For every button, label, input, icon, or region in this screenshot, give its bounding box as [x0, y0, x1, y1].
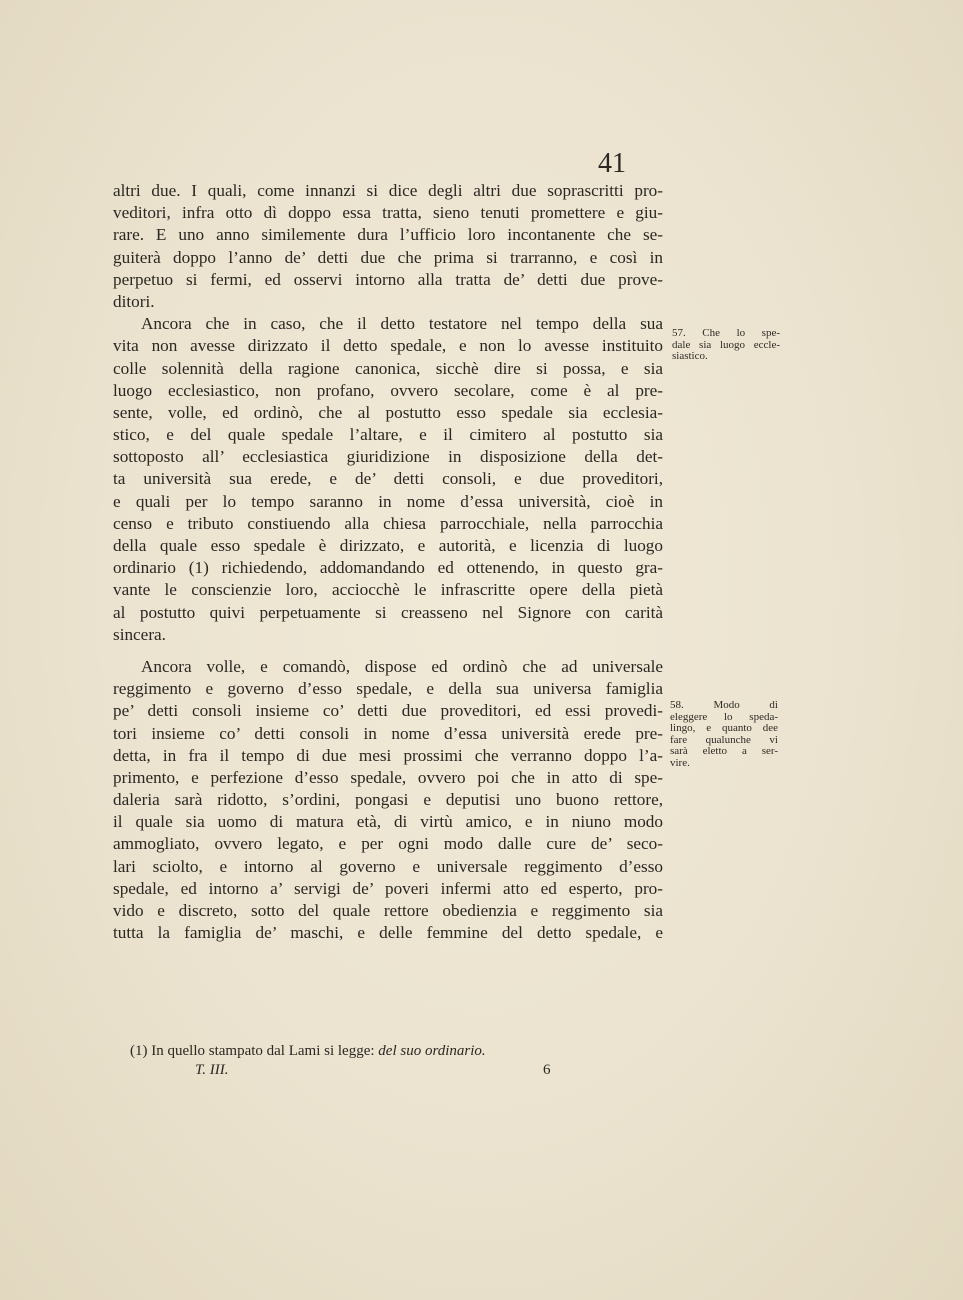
- text-line: della quale esso spedale è dirizzato, e autorità, e licenzia di luogo: [113, 536, 663, 555]
- text-line: vita non avesse dirizzato il detto spedale, e non lo avesse instituito: [113, 336, 663, 356]
- text-line: sente, volle, ed ordinò, che al postutto esso spedale sia ecclesia-: [113, 402, 663, 422]
- marginal-note-57: [672, 328, 780, 363]
- text-line: censo e tributo constiuendo alla chiesa parrocchiale, nella parrocchia: [113, 513, 663, 533]
- volume-signature: T. III.: [195, 1062, 229, 1078]
- text-line: Ancora volle, e comandò, dispose ed ordinò che ad universale: [141, 656, 663, 676]
- footnote-text: In quello stampato dal Lami si legge:: [151, 1043, 375, 1059]
- text-line: sottoposto all’ ecclesiastica giuridizione in disposizione della det-: [113, 447, 663, 467]
- text-line: ordinario (1) richiedendo, addomandando ed ottenendo, in questo gra-: [113, 558, 663, 578]
- footnote-marker: (1): [130, 1043, 148, 1059]
- page-number: 41: [598, 148, 626, 179]
- text-line: colle solennità della ragione canonica, sicchè dire si possa, e sia: [113, 358, 663, 378]
- text-line: Ancora che in caso, che il detto testatore nel tempo della sua: [141, 314, 663, 334]
- text-line: reggimento e governo d’esso spedale, e della sua universa famiglia: [113, 679, 663, 699]
- text-line: primento, e perfezione d’esso spedale, ovvero poi che in atto di spe-: [113, 767, 663, 787]
- text-line: veditori, infra otto dì doppo essa tratta, sieno tenuti promettere e giu-: [113, 203, 663, 223]
- text-line: perpetuo si fermi, ed osservi intorno alla tratta de’ detti due prove-: [113, 269, 663, 289]
- text-line: il quale sia uomo di matura età, di virtù amico, e in niuno modo: [113, 812, 663, 832]
- marginal-note-line: vire.: [670, 756, 690, 769]
- marginal-note-line: sarà eletto a ser-: [670, 745, 778, 757]
- marginal-note-line: dale sia luogo eccle-: [672, 338, 780, 351]
- text-line: vante le conscienzie loro, acciocchè le infrascritte opere della pietà: [113, 580, 663, 600]
- text-line: stico, e del quale spedale l’altare, e il cimitero al postutto sia: [113, 425, 663, 445]
- marginal-note-line: siastico.: [672, 350, 708, 362]
- marginal-note-line: fare qualunche vi: [670, 733, 778, 746]
- text-line: pe’ detti consoli insieme co’ detti due proveditori, ed essi provedi-: [113, 701, 663, 721]
- text-line: sincera.: [113, 624, 166, 644]
- text-line: ditori.: [113, 291, 155, 311]
- marginal-note-line: 57. Che lo spe-: [672, 327, 780, 339]
- text-line: lari sciolto, e intorno al governo e universale reggimento d’esso: [113, 856, 663, 876]
- sheet-signature: 6: [543, 1062, 551, 1078]
- text-line: rare. E uno anno similemente dura l’ufficio loro incontanente che se-: [113, 225, 663, 245]
- body-text: [113, 180, 663, 944]
- footnote: [130, 1043, 486, 1060]
- text-line: e quali per lo tempo saranno in nome d’essa università, cioè in: [113, 491, 663, 511]
- text-line: vido e discreto, sotto del quale rettore obedienzia e reggimento sia: [113, 901, 663, 920]
- text-line: al postutto quivi perpetuamente si creasseno nel Signore con carità: [113, 602, 663, 622]
- footnote-italic: del suo ordinario.: [378, 1043, 486, 1059]
- marginal-note-line: lingo, e quanto dee: [670, 722, 778, 734]
- text-line: guiterà doppo l’anno de’ detti due che prima si trarranno, e così in: [113, 247, 663, 267]
- text-line: daleria sarà ridotto, s’ordini, pongasi e deputisi uno buono rettore,: [113, 790, 663, 810]
- text-line: ammogliato, ovvero legato, e per ogni modo dalle cure de’ seco-: [113, 834, 663, 854]
- text-line: altri due. I quali, come innanzi si dice degli altri due soprascritti pro-: [113, 181, 663, 200]
- marginal-note-58: [670, 700, 778, 769]
- paragraph-gap: [113, 646, 663, 656]
- text-line: spedale, ed intorno a’ servigi de’ poveri infermi atto ed esperto, pro-: [113, 878, 663, 898]
- text-line: tutta la famiglia de’ maschi, e delle femmine del detto spedale, e: [113, 923, 663, 943]
- text-line: ta università sua erede, e de’ detti consoli, e due proveditori,: [113, 469, 663, 489]
- text-line: tori insieme co’ detti consoli in nome d’essa università erede pre-: [113, 723, 663, 743]
- text-line: luogo ecclesiastico, non profano, ovvero secolare, come è al pre-: [113, 380, 663, 400]
- marginal-note-line: eleggere lo speda-: [670, 710, 778, 723]
- text-line: detta, in fra il tempo di due mesi prossimi che verranno doppo l’a-: [113, 745, 663, 765]
- marginal-note-line: 58. Modo di: [670, 699, 778, 711]
